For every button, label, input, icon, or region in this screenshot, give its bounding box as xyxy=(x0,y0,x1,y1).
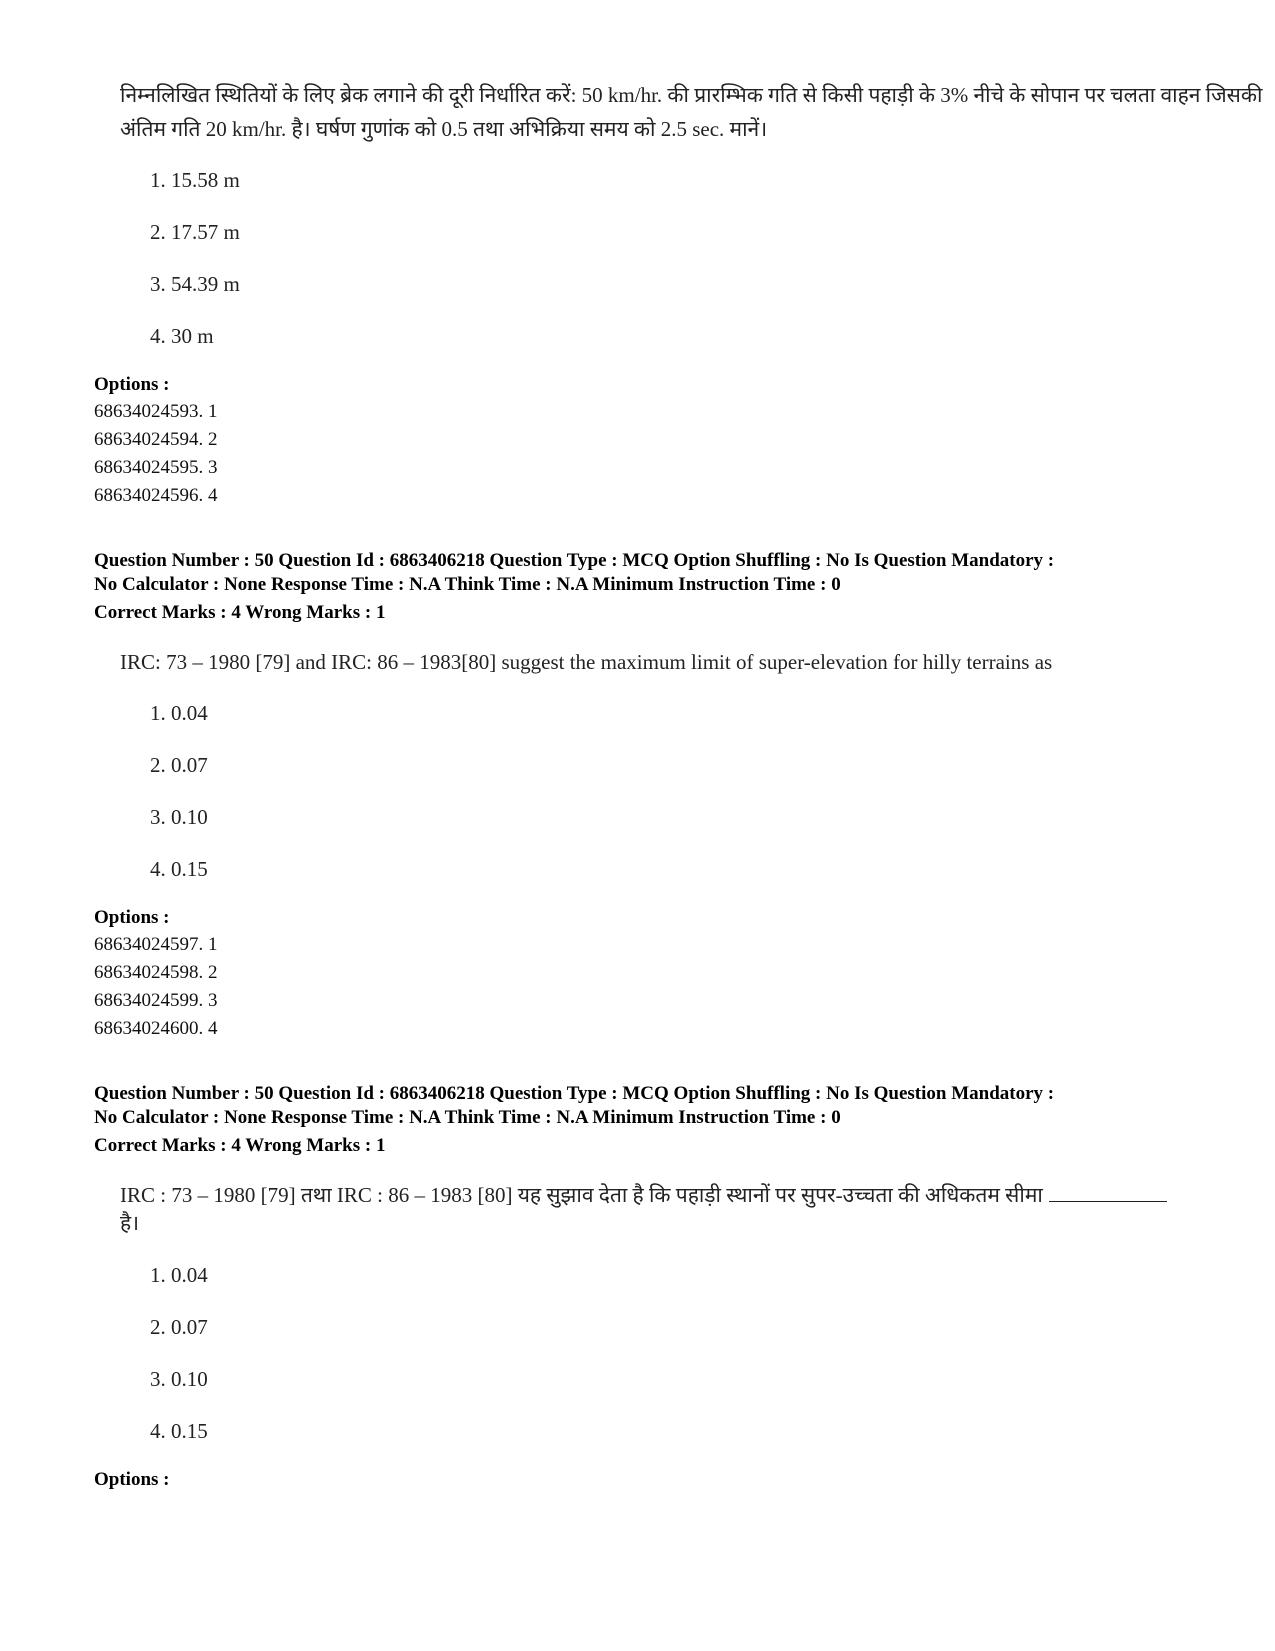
option-id-row: 68634024595. 3 xyxy=(94,457,218,478)
question-text-hindi-line1: निम्नलिखित स्थितियों के लिए ब्रेक लगाने की दूरी निर्धारित करें: 50 km/hr. की प्रारम्भिक गति से किसी पहाड़ी के 3% नीचे के सोपान पर चलता वाहन जिसकी xyxy=(120,83,1263,107)
question-meta-line: Question Number : 50 Question Id : 6863406218 Question Type : MCQ Option Shuffling : No Is Question Mandatory : xyxy=(94,550,1055,571)
answer-choice: 2. 0.07 xyxy=(150,753,208,777)
question-text: IRC : 73 – 1980 [79] तथा IRC : 86 – 1983 [80] यह सुझाव देता है कि पहाड़ी स्थानों पर सुपर-उच्चता की अधिकतम सीमा xyxy=(120,1183,1043,1207)
answer-choice: 4. 30 m xyxy=(150,324,214,348)
answer-choice: 4. 0.15 xyxy=(150,1419,208,1443)
marks-line: Correct Marks : 4 Wrong Marks : 1 xyxy=(94,1135,386,1156)
option-id-row: 68634024600. 4 xyxy=(94,1018,218,1039)
option-id-row: 68634024597. 1 xyxy=(94,934,218,955)
answer-choice: 2. 0.07 xyxy=(150,1315,208,1339)
answer-choice: 1. 0.04 xyxy=(150,1263,208,1287)
answer-choice: 2. 17.57 m xyxy=(150,220,240,244)
options-heading: Options : xyxy=(94,907,170,928)
option-id-row: 68634024599. 3 xyxy=(94,990,218,1011)
answer-choice: 3. 0.10 xyxy=(150,805,208,829)
answer-choice: 1. 0.04 xyxy=(150,701,208,725)
option-id-row: 68634024598. 2 xyxy=(94,962,218,983)
answer-choice: 3. 0.10 xyxy=(150,1367,208,1391)
question-meta xyxy=(94,549,1194,625)
question-meta-line: No Calculator : None Response Time : N.A Think Time : N.A Minimum Instruction Time : 0 xyxy=(94,1107,841,1128)
question-meta xyxy=(94,1082,1194,1158)
option-id-row: 68634024594. 2 xyxy=(94,429,218,450)
fill-in-blank xyxy=(1049,1185,1167,1202)
marks-line: Correct Marks : 4 Wrong Marks : 1 xyxy=(94,602,386,623)
options-heading: Options : xyxy=(94,1469,170,1490)
question-text-english: IRC: 73 – 1980 [79] and IRC: 86 – 1983[80] suggest the maximum limit of super-elevation for hilly terrains as xyxy=(120,650,1053,674)
question-meta-line: Question Number : 50 Question Id : 6863406218 Question Type : MCQ Option Shuffling : No Is Question Mandatory : xyxy=(94,1083,1055,1104)
option-id-row: 68634024593. 1 xyxy=(94,401,218,422)
question-meta-line: No Calculator : None Response Time : N.A Think Time : N.A Minimum Instruction Time : 0 xyxy=(94,574,841,595)
question-text-hindi-line2: है। xyxy=(120,1211,140,1235)
options-heading: Options : xyxy=(94,374,170,395)
answer-choice: 4. 0.15 xyxy=(150,857,208,881)
answer-choice: 1. 15.58 m xyxy=(150,168,240,192)
answer-choice: 3. 54.39 m xyxy=(150,272,240,296)
question-text-hindi-line2: अंतिम गति 20 km/hr. है। घर्षण गुणांक को 0.5 तथा अभिक्रिया समय को 2.5 sec. मानें। xyxy=(120,117,768,141)
option-id-row: 68634024596. 4 xyxy=(94,485,218,506)
